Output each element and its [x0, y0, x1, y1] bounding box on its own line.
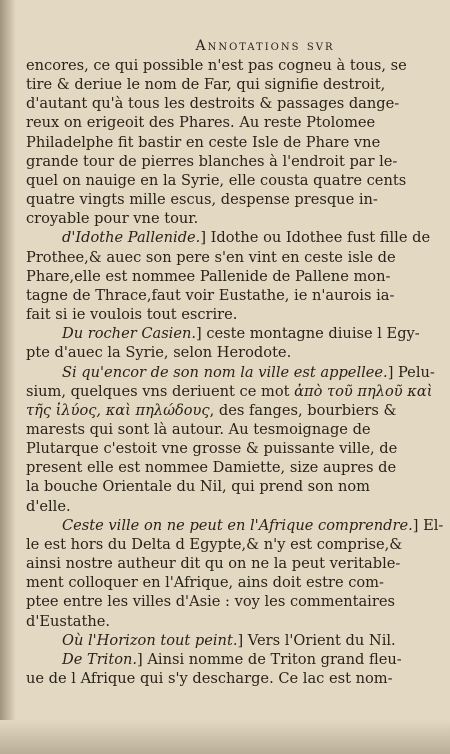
text-line: quatre vingts mille escus, despense presque in-: [26, 191, 378, 209]
text-line: [26, 401, 423, 420]
annotation-text: ] Pelu-: [387, 363, 435, 381]
lemma: De Triton.: [62, 650, 138, 668]
running-head: Annotations svr: [195, 38, 335, 54]
text-line: Phare,elle est nommee Pallenide de Pallene mon-: [26, 267, 391, 285]
lemma: Si qu'encor de son nom la ville est appellee.: [62, 363, 388, 381]
lemma: Du rocher Casien.: [62, 325, 197, 343]
text-line: reux on erigeoit des Phares. Au reste Ptolomee: [26, 114, 376, 132]
annotation-line: [26, 324, 423, 343]
body-text: [26, 56, 444, 688]
text-line: encores, ce qui possible n'est pas cogneu à tous, se: [26, 57, 407, 74]
text-line: grande tour de pierres blanches à l'endroit par le-: [26, 152, 398, 170]
annotation-line: [26, 631, 423, 650]
text-line: present elle est nommee Damiette, size aupres de: [26, 459, 397, 477]
text-line: la bouche Orientale du Nil, qui prend son nom: [26, 478, 371, 496]
annotation-text: ] Ainsi nomme de Triton grand fleu-: [137, 650, 402, 668]
greek-text: ἀπὸ τοῦ πηλοῦ καὶ: [294, 382, 433, 400]
text-line: fait si ie voulois tout escrire.: [26, 306, 238, 324]
text-line: tire & deriue le nom de Far, qui signifie destroit,: [26, 76, 386, 94]
text-line: pte d'auec la Syrie, selon Herodote.: [26, 344, 292, 362]
annotation-line: [26, 363, 435, 382]
text-line: Prothee,& auec son pere s'en vint en ceste isle de: [26, 248, 396, 266]
text-line: Plutarque c'estoit vne grosse & puissante ville, de: [26, 440, 398, 458]
annotation-text: ] ceste montagne diuise l Egy-: [196, 325, 420, 343]
text-line: ment colloquer en l'Afrique, ains doit estre com-: [26, 574, 384, 592]
text-fragment: sium, quelques vns deriuent ce mot: [26, 382, 290, 400]
annotation-line: [26, 650, 423, 669]
text-line: ue de l Afrique qui s'y descharge. Ce lac est nom-: [26, 670, 393, 687]
text-line: tagne de Thrace,faut voir Eustathe, ie n'aurois ia-: [26, 286, 395, 304]
lemma: Où l'Horizon tout peint.: [62, 631, 238, 649]
lemma: Ceste ville on ne peut en l'Afrique comprendre.: [62, 516, 413, 534]
text-line: d'elle.: [26, 497, 71, 515]
text-line: ainsi nostre autheur dit qu on ne la peut veritable-: [26, 555, 401, 573]
annotation-text: ] El-: [412, 516, 444, 534]
lemma: d'Idothe Pallenide.: [62, 229, 201, 247]
text-line: ptee entre les villes d'Asie : voy les commentaires: [26, 593, 395, 611]
text-line: Philadelphe fit bastir en ceste Isle de Phare vne: [26, 133, 381, 151]
text-line: quel on nauige en la Syrie, elle cousta quatre cents: [26, 171, 407, 189]
text-line: d'autant qu'à tous les destroits & passages dange-: [26, 95, 400, 113]
annotation-line: [26, 228, 431, 247]
text-line: croyable pour vne tour.: [26, 210, 199, 228]
annotation-text: ] Vers l'Orient du Nil.: [237, 631, 396, 649]
text-fragment: , des fanges, bourbiers &: [209, 401, 397, 419]
text-line: d'Eustathe.: [26, 612, 110, 630]
bottom-shadow: [0, 720, 450, 754]
annotation-text: ] Idothe ou Idothee fust fille de: [200, 229, 431, 247]
text-line: [26, 382, 433, 401]
text-line: marests qui sont là autour. Au tesmoignage de: [26, 420, 371, 438]
greek-text: τῆς ἰλύος, καὶ πηλώδους: [26, 401, 210, 419]
gutter-shadow: [0, 0, 16, 754]
text-line: le est hors du Delta d Egypte,& n'y est comprise,&: [26, 535, 403, 553]
annotation-line: [26, 516, 444, 535]
